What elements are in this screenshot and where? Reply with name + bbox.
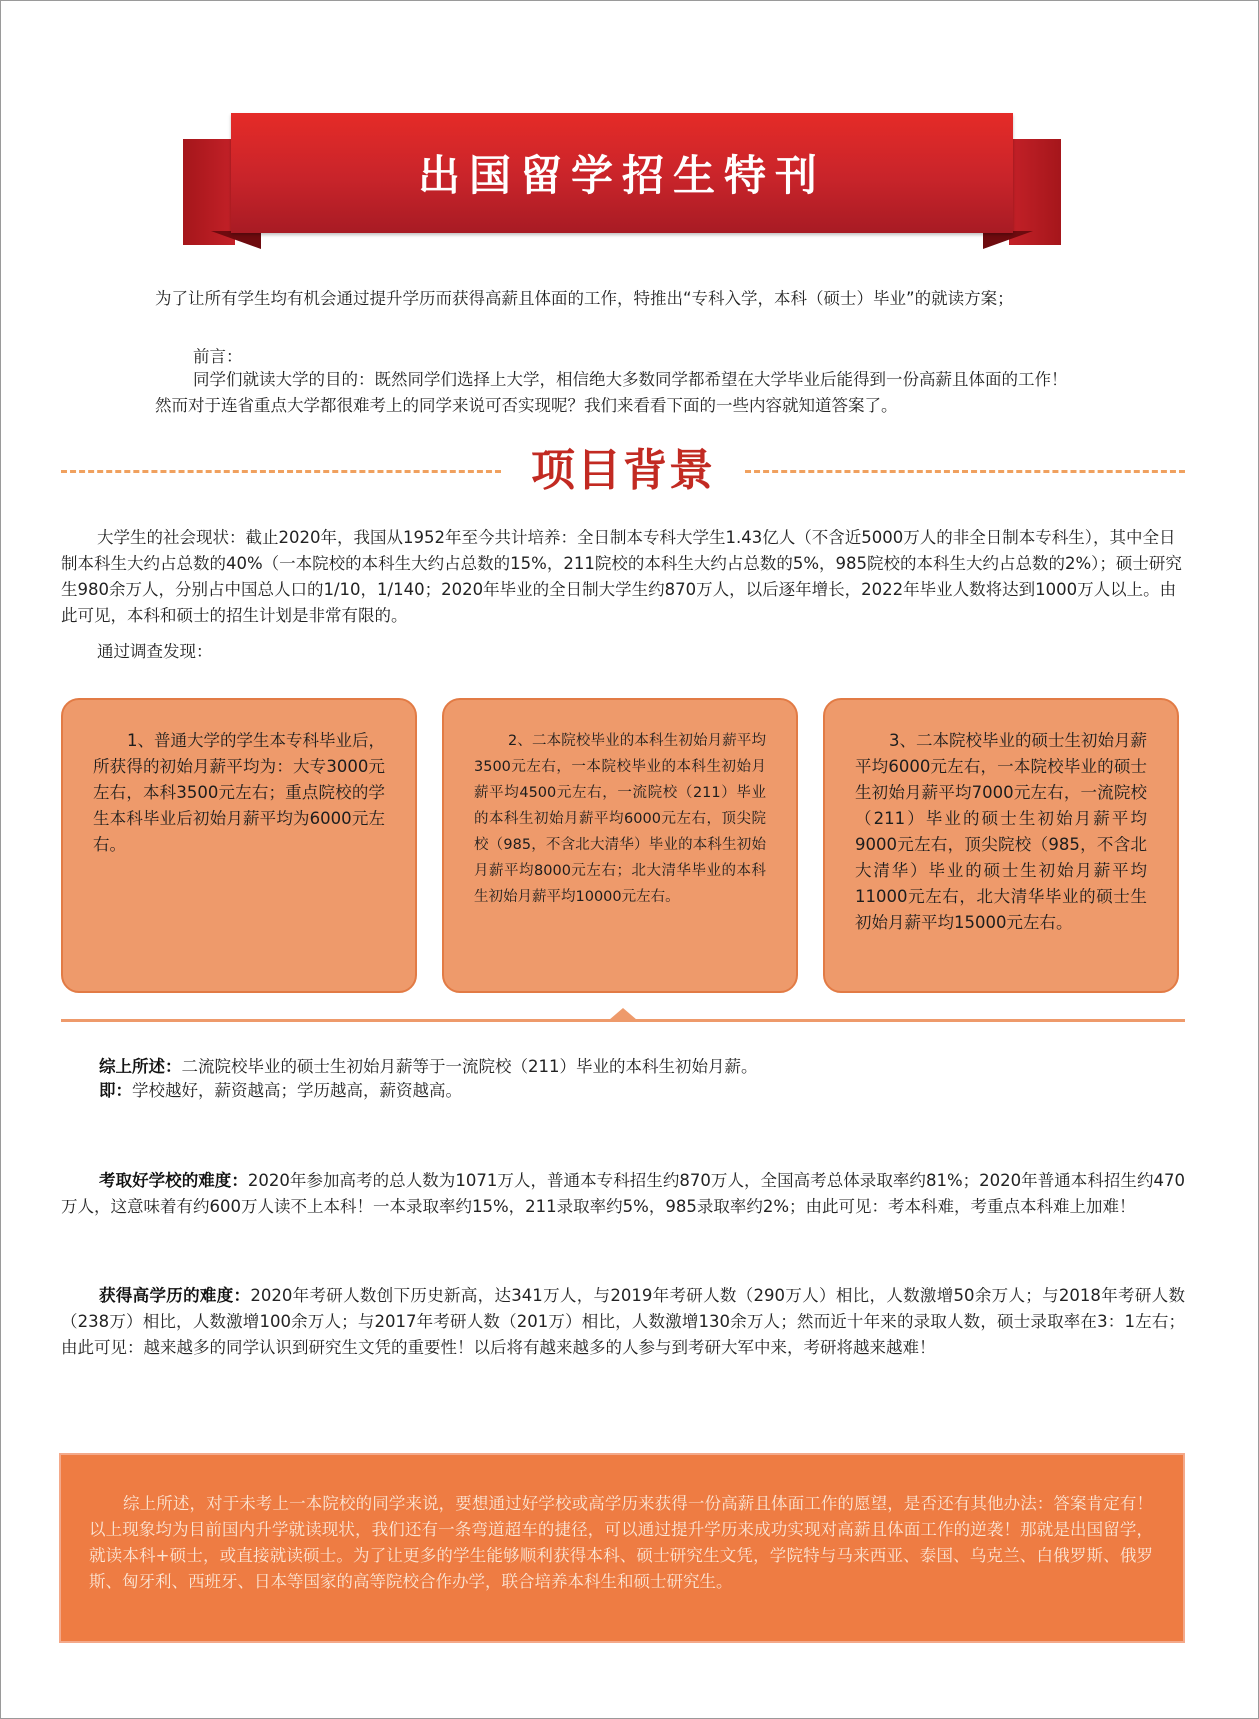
ribbon-main bbox=[231, 113, 1013, 233]
salary-card-1: 1、普通大学的学生本专科毕业后，所获得的初始月薪平均为：大专3000元左右，本科3500元左右；重点院校的学生本科毕业后初始月薪平均为6000元左右。 bbox=[61, 698, 417, 993]
ribbon-tail-right bbox=[1009, 139, 1061, 245]
summary-block bbox=[99, 1055, 1179, 1103]
summary-label-1: 综上所述： bbox=[99, 1057, 182, 1076]
preface-heading: 前言： bbox=[193, 347, 243, 366]
status-paragraph: 大学生的社会现状：截止2020年，我国从1952年至今共计培养：全日制本专科大学生1.43亿人（不含近5000万人的非全日制本专科生），其中全日制本科生大约占总数的40%（一本院校的本科生大约占总数的15%，211院校的本科生大约占总数的5%，985院校的本科生大约占总数的2%）；硕士研究生980余万人，分别占中国总人口的1/10，1/140；2020年毕业的全日制大学生约870万人，以后逐年增长，2022年毕业人数将达到1000万人以上。由此可见，本科和硕士的招生计划是非常有限的。 bbox=[61, 528, 1182, 625]
summary-line-2 bbox=[99, 1079, 1179, 1103]
intro-text: 为了让所有学生均有机会通过提升学历而获得高薪且体面的工作，特推出“专科入学，本科（硕士）毕业”的就读方案； bbox=[155, 289, 1014, 308]
admission-difficulty bbox=[61, 1168, 1185, 1220]
summary-text-2: 学校越好，薪资越高；学历越高，薪资越高。 bbox=[132, 1081, 462, 1100]
preface-text: 同学们就读大学的目的：既然同学们选择上大学，相信绝大多数同学都希望在大学毕业后能得到一份高薪且体面的工作！然而对于连省重点大学都很难考上的同学来说可否实现呢？我们来看看下面的一些内容就知道答案了。 bbox=[155, 370, 1068, 415]
degree-difficulty-text: 2020年考研人数创下历史新高，达341万人，与2019年考研人数（290万人）相比，人数激增50余万人；与2018年考研人数（238万）相比，人数激增100余万人；与2017年考研人数（201万）相比，人数激增130余万人；然而近十年来的录取人数，硕士录取率在3：1左右；由此可见：越来越多的同学认识到研究生文凭的重要性！以后将有越来越多的人参与到考研大军中来，考研将越来越难！ bbox=[61, 1286, 1185, 1357]
divider-line bbox=[61, 1019, 1185, 1022]
summary-text-1: 二流院校毕业的硕士生初始月薪等于一流院校（211）毕业的本科生初始月薪。 bbox=[181, 1057, 758, 1076]
admission-difficulty-text: 2020年参加高考的总人数为1071万人，普通本专科招生约870万人，全国高考总体录取率约81%；2020年普通本科招生约470万人，这意味着有约600万人读不上本科！一本录取率约15%，211录取率约5%，985录取率约2%；由此可见：考本科难，考重点本科难上加难！ bbox=[61, 1171, 1185, 1216]
salary-card-2: 2、二本院校毕业的本科生初始月薪平均3500元左右，一本院校毕业的本科生初始月薪平均4500元左右，一流院校（211）毕业的本科生初始月薪平均6000元左右，顶尖院校（985，不含北大清华）毕业的本科生初始月薪平均8000元左右；北大清华毕业的本科生初始月薪平均10000元左右。 bbox=[442, 698, 798, 993]
degree-difficulty bbox=[61, 1283, 1185, 1361]
conclusion-box: 综上所述，对于未考上一本院校的同学来说，要想通过好学校或高学历来获得一份高薪且体面工作的愿望，是否还有其他办法：答案肯定有！以上现象均为目前国内升学就读现状，我们还有一条弯道超车的捷径，可以通过提升学历来成功实现对高薪且体面工作的逆袭！那就是出国留学，就读本科+硕士，或直接就读硕士。为了让更多的学生能够顺利获得本科、硕士研究生文凭，学院特与马来西亚、泰国、乌克兰、白俄罗斯、俄罗斯、匈牙利、西班牙、日本等国家的高等院校合作办学，联合培养本科生和硕士研究生。 bbox=[59, 1453, 1185, 1643]
summary-label-2: 即： bbox=[99, 1081, 132, 1100]
salary-card-3: 3、二本院校毕业的硕士生初始月薪平均6000元左右，一本院校毕业的硕士生初始月薪平均7000元左右，一流院校（211）毕业的硕士生初始月薪平均9000元左右，顶尖院校（985，不含北大清华）毕业的硕士生初始月薪平均11000元左右，北大清华毕业的硕士生初始月薪平均15000元左右。 bbox=[823, 698, 1179, 993]
survey-label: 通过调查发现： bbox=[97, 642, 213, 661]
degree-difficulty-label: 获得高学历的难度： bbox=[99, 1286, 251, 1305]
summary-line-1 bbox=[99, 1055, 1179, 1079]
title-ribbon bbox=[183, 113, 1061, 263]
page-title: 出国留学招生特刊 bbox=[417, 151, 826, 200]
admission-difficulty-label: 考取好学校的难度： bbox=[99, 1171, 248, 1190]
section-heading bbox=[61, 443, 1185, 501]
ribbon-tail-left bbox=[183, 139, 235, 245]
section-title: 项目背景 bbox=[531, 445, 715, 496]
